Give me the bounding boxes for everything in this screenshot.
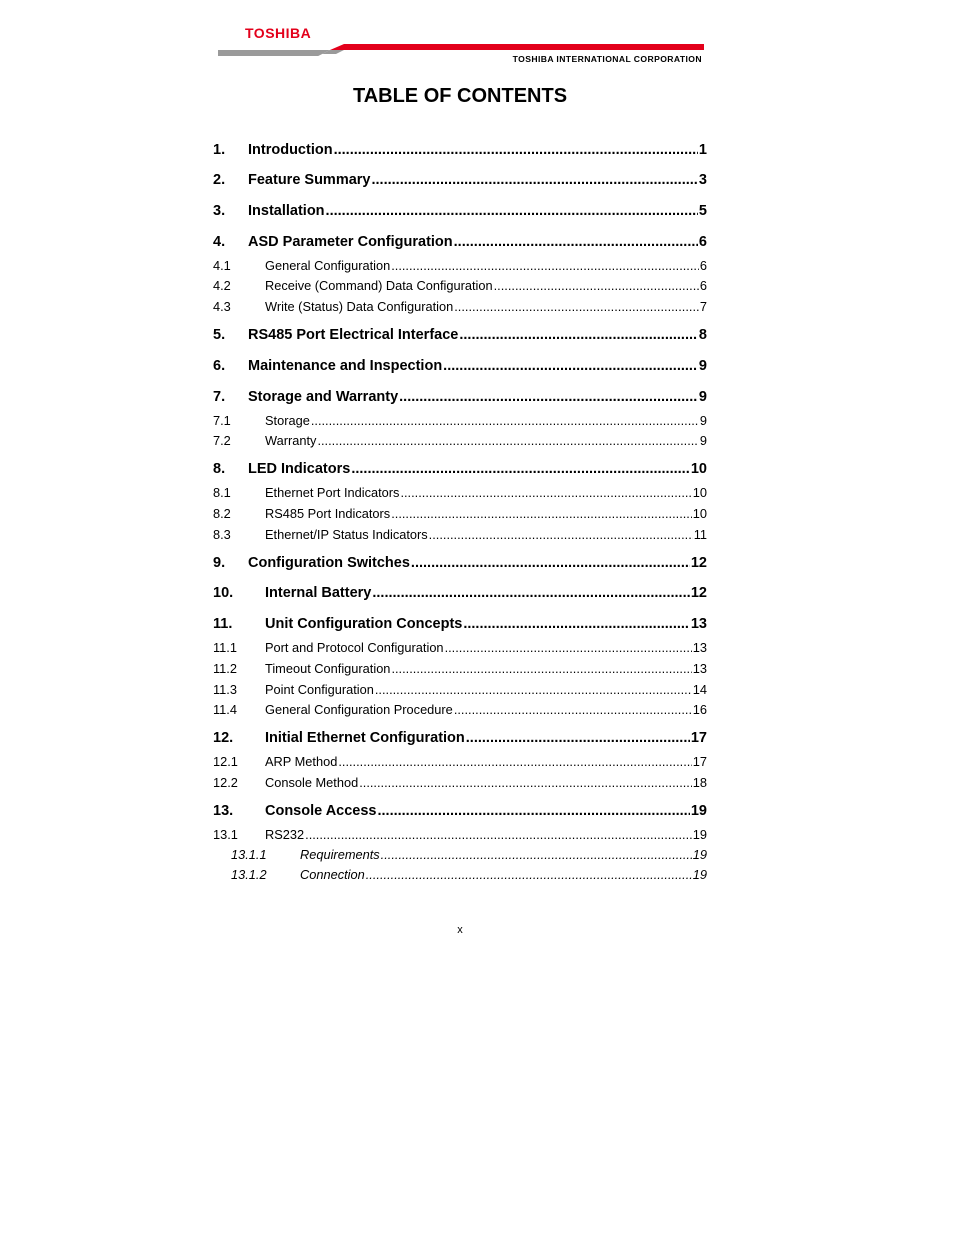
toc-entry-title: General Configuration Procedure [265, 702, 453, 717]
toc-leader-dots [351, 461, 690, 477]
toc-entry-page: 13 [692, 661, 707, 676]
toc-leader-dots [391, 661, 691, 676]
toc-entry[interactable] [213, 299, 707, 314]
toc-entry-title: Console Access [265, 803, 377, 819]
toc-entry-title: Point Configuration [265, 682, 374, 697]
toc-entry[interactable] [213, 867, 707, 882]
toc-entry-number: 11.3 [213, 682, 237, 697]
toc-leader-dots [429, 527, 693, 542]
toc-entry-title: Port and Protocol Configuration [265, 640, 444, 655]
toc-entry-page: 16 [692, 702, 707, 717]
toc-entry-title: Initial Ethernet Configuration [265, 730, 465, 746]
toc-entry-title: LED Indicators [248, 461, 351, 477]
toc-entry-page: 9 [698, 358, 707, 374]
toc-entry[interactable] [213, 827, 707, 842]
toc-entry[interactable] [213, 661, 707, 676]
toc-entry-page: 19 [692, 867, 707, 882]
toc-entry-number: 13.1.1 [231, 847, 267, 862]
toc-leader-dots [338, 754, 691, 769]
toc-entry[interactable] [213, 327, 707, 343]
toc-entry-title: Connection [300, 867, 365, 882]
toc-leader-dots [372, 585, 689, 601]
toc-entry[interactable] [213, 702, 707, 717]
toc-entry-page: 10 [692, 506, 707, 521]
toc-entry[interactable] [213, 640, 707, 655]
toc-entry-number: 8.1 [213, 485, 231, 500]
toc-entry-title: Receive (Command) Data Configuration [265, 278, 493, 293]
toc-entry-title: Unit Configuration Concepts [265, 616, 463, 632]
toc-entry-page: 12 [690, 585, 707, 601]
toc-entry-number: 3. [213, 203, 226, 219]
toc-entry-title: Maintenance and Inspection [248, 358, 443, 374]
corporation-name: TOSHIBA INTERNATIONAL CORPORATION [512, 54, 702, 64]
toc-entry-title: Ethernet/IP Status Indicators [265, 527, 428, 542]
toc-entry[interactable] [213, 142, 707, 158]
toc-entry-title: Introduction [248, 142, 333, 158]
toc-leader-dots [463, 616, 690, 632]
toc-leader-dots [391, 258, 699, 273]
toc-entry[interactable] [213, 754, 707, 769]
toc-leader-dots [359, 775, 692, 790]
toc-entry-page: 10 [692, 485, 707, 500]
toc-entry[interactable] [213, 730, 707, 746]
toc-entry-number: 7.2 [213, 433, 231, 448]
toc-entry[interactable] [213, 803, 707, 819]
toc-leader-dots [377, 803, 689, 819]
toc-entry-number: 11.4 [213, 702, 237, 717]
toc-entry-number: 8.2 [213, 506, 231, 521]
toc-leader-dots [305, 827, 692, 842]
toc-leader-dots [334, 142, 698, 158]
toc-leader-dots [399, 389, 698, 405]
toc-entry[interactable] [213, 389, 707, 405]
toc-entry-number: 11.2 [213, 661, 237, 676]
toc-entry-page: 8 [698, 327, 707, 343]
toc-leader-dots [494, 278, 699, 293]
toc-entry[interactable] [213, 682, 707, 697]
toc-leader-dots [445, 640, 692, 655]
toc-entry-number: 13. [213, 803, 234, 819]
toc-entry[interactable] [213, 616, 707, 632]
toc-entry[interactable] [213, 172, 707, 188]
page-number: x [457, 924, 463, 936]
toc-entry[interactable] [213, 461, 707, 477]
toc-leader-dots [400, 485, 691, 500]
toc-entry-number: 6. [213, 358, 226, 374]
toc-entry-number: 13.1.2 [231, 867, 267, 882]
toc-entry-title: Console Method [265, 775, 359, 790]
toc-leader-dots [366, 867, 692, 882]
toc-entry-title: Storage [265, 413, 310, 428]
toc-entry-page: 6 [699, 278, 707, 293]
toc-entry[interactable] [213, 413, 707, 428]
toc-entry-title: Installation [248, 203, 325, 219]
toc-entry-number: 2. [213, 172, 226, 188]
toc-entry-page: 14 [692, 682, 707, 697]
toc-entry[interactable] [213, 278, 707, 293]
toc-entry-page: 1 [698, 142, 707, 158]
toc-entry[interactable] [213, 847, 707, 862]
toc-entry[interactable] [213, 234, 707, 250]
toc-entry-number: 4.3 [213, 299, 231, 314]
toc-entry-page: 17 [692, 754, 707, 769]
toc-entry-number: 5. [213, 327, 226, 343]
toc-entry[interactable] [213, 585, 707, 601]
toc-entry-page: 13 [692, 640, 707, 655]
toc-leader-dots [326, 203, 698, 219]
toc-entry-page: 18 [692, 775, 707, 790]
toc-entry-title: Internal Battery [265, 585, 372, 601]
toc-entry-title: Feature Summary [248, 172, 371, 188]
toc-entry-page: 19 [690, 803, 707, 819]
toc-entry-number: 4.2 [213, 278, 231, 293]
toc-entry-title: Timeout Configuration [265, 661, 391, 676]
toc-entry-title: Warranty [265, 433, 317, 448]
toc-entry-title: Requirements [300, 847, 380, 862]
toc-entry-page: 17 [690, 730, 707, 746]
toc-entry-number: 7.1 [213, 413, 231, 428]
toc-entry-number: 12. [213, 730, 234, 746]
toc-entry-number: 8.3 [213, 527, 231, 542]
toc-leader-dots [311, 413, 699, 428]
toc-entry-page: 7 [699, 299, 707, 314]
toc-entry[interactable] [213, 775, 707, 790]
toc-entry-number: 12.2 [213, 775, 238, 790]
toc-entry[interactable] [213, 527, 707, 542]
toc-entry-title: Storage and Warranty [248, 389, 399, 405]
toc-entry-title: RS232 [265, 827, 305, 842]
toc-leader-dots [317, 433, 698, 448]
toc-entry-page: 12 [690, 555, 707, 571]
toc-entry-title: ASD Parameter Configuration [248, 234, 453, 250]
toc-entry[interactable] [213, 506, 707, 521]
toshiba-logo: TOSHIBA [245, 25, 312, 41]
toc-entry-number: 9. [213, 555, 226, 571]
toc-entry-page: 19 [692, 847, 707, 862]
toc-leader-dots [454, 299, 699, 314]
toc-entry-page: 9 [699, 433, 707, 448]
toc-leader-dots [459, 327, 698, 343]
toc-entry-title: RS485 Port Indicators [265, 506, 391, 521]
toc-entry-number: 11. [213, 616, 233, 632]
toc-leader-dots [454, 234, 698, 250]
page-header [218, 22, 704, 66]
toc-entry[interactable] [213, 433, 707, 448]
toc-entry-number: 1. [213, 142, 226, 158]
toc-leader-dots [466, 730, 690, 746]
toc-entry-number: 4. [213, 234, 226, 250]
toc-leader-dots [411, 555, 690, 571]
toc-entry[interactable] [213, 203, 707, 219]
toc-leader-dots [375, 682, 692, 697]
toc-entry-title: RS485 Port Electrical Interface [248, 327, 459, 343]
toc-leader-dots [443, 358, 698, 374]
toc-leader-dots [454, 702, 692, 717]
toc-entry-page: 9 [699, 413, 707, 428]
toc-entry[interactable] [213, 258, 707, 273]
toc-entry-number: 13.1 [213, 827, 238, 842]
toc-entry[interactable] [213, 485, 707, 500]
toc-entry[interactable] [213, 555, 707, 571]
toc-entry-page: 13 [690, 616, 707, 632]
toc-leader-dots [381, 847, 692, 862]
toc-entry-title: General Configuration [265, 258, 391, 273]
toc-entry-number: 11.1 [213, 640, 237, 655]
toc-entry-page: 6 [698, 234, 707, 250]
toc-leader-dots [372, 172, 698, 188]
toc-entry[interactable] [213, 358, 707, 374]
toc-entry-number: 12.1 [213, 754, 238, 769]
page-title: TABLE OF CONTENTS [352, 85, 568, 107]
toc-entry-page: 6 [699, 258, 707, 273]
toc-entry-number: 7. [213, 389, 226, 405]
toc-entry-number: 10. [213, 585, 234, 601]
toc-entry-page: 5 [698, 203, 707, 219]
toc-entry-page: 9 [698, 389, 707, 405]
toc-entry-page: 19 [692, 827, 707, 842]
toc-entry-title: Configuration Switches [248, 555, 410, 571]
toc-entry-title: Write (Status) Data Configuration [265, 299, 454, 314]
toc-entry-number: 4.1 [213, 258, 231, 273]
toc-entry-number: 8. [213, 461, 226, 477]
toc-entry-page: 11 [693, 527, 707, 542]
toc-entry-title: Ethernet Port Indicators [265, 485, 400, 500]
toc-leader-dots [391, 506, 692, 521]
toc-entry-page: 10 [690, 461, 707, 477]
toc-entry-page: 3 [698, 172, 707, 188]
toc-entry-title: ARP Method [265, 754, 338, 769]
